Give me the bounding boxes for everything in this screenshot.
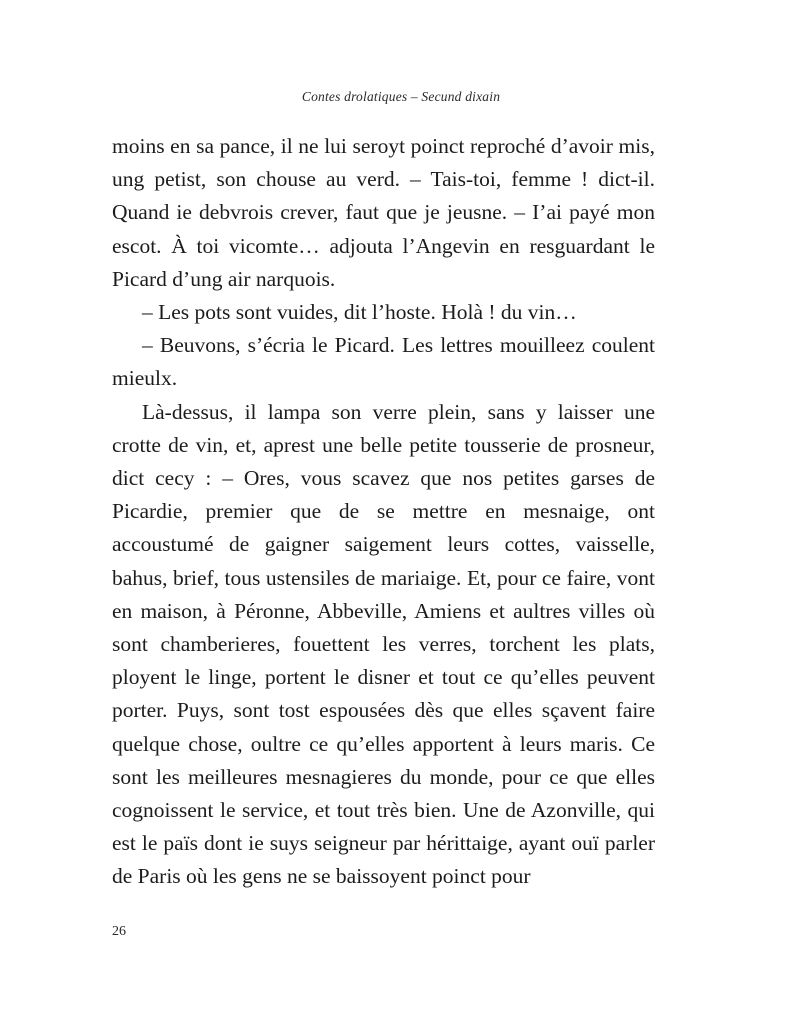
paragraph: Là-dessus, il lampa son verre plein, sans y laisser une crotte de vin, et, aprest une belle petite tousserie de prosneur, dict cecy : – Ores, vous scavez que nos petites garses de Picardie, premier que de se mettre en mesnaige, ont accoustumé de gaigner saigement leurs cottes, vaisselle, bahus, brief, tous ustensiles de mariaige. Et, pour ce faire, vont en maison, à Péronne, Abbeville, Amiens et aultres villes où sont chamberieres, fouettent les verres, torchent les plats, ployent le linge, portent le disner et tout ce qu’elles peuvent porter. Puys, sont tost espousées dès que elles sçavent faire quelque chose, oultre ce qu’elles apportent à leurs maris. Ce sont les meilleures mesnagieres du monde, pour ce que elles cognoissent le service, et tout très bien. Une de Azonville, qui est le païs dont ie suys seigneur par hérittaige, ayant ouï parler de Paris où les gens ne se baissoyent poinct pour	[112, 399, 655, 889]
running-head: Contes drolatiques – Secund dixain	[301, 89, 501, 104]
paragraph: – Les pots sont vuides, dit l’hoste. Holà ! du vin…	[142, 300, 577, 325]
paragraph: moins en sa pance, il ne lui seroyt poinct reproché d’avoir mis, ung petist, son chouse au verd. – Tais-toi, femme ! dict-il. Quand ie debvrois crever, faut que je jeusne. – I’ai payé mon escot. À toi vicomte… adjouta l’Angevin en resguardant le Picard d’ung air narquois.	[112, 134, 655, 291]
paragraph: – Beuvons, s’écria le Picard. Les lettres mouilleez coulent mieulx.	[112, 333, 655, 391]
page-number: 26	[112, 924, 126, 939]
body-text	[112, 130, 655, 894]
